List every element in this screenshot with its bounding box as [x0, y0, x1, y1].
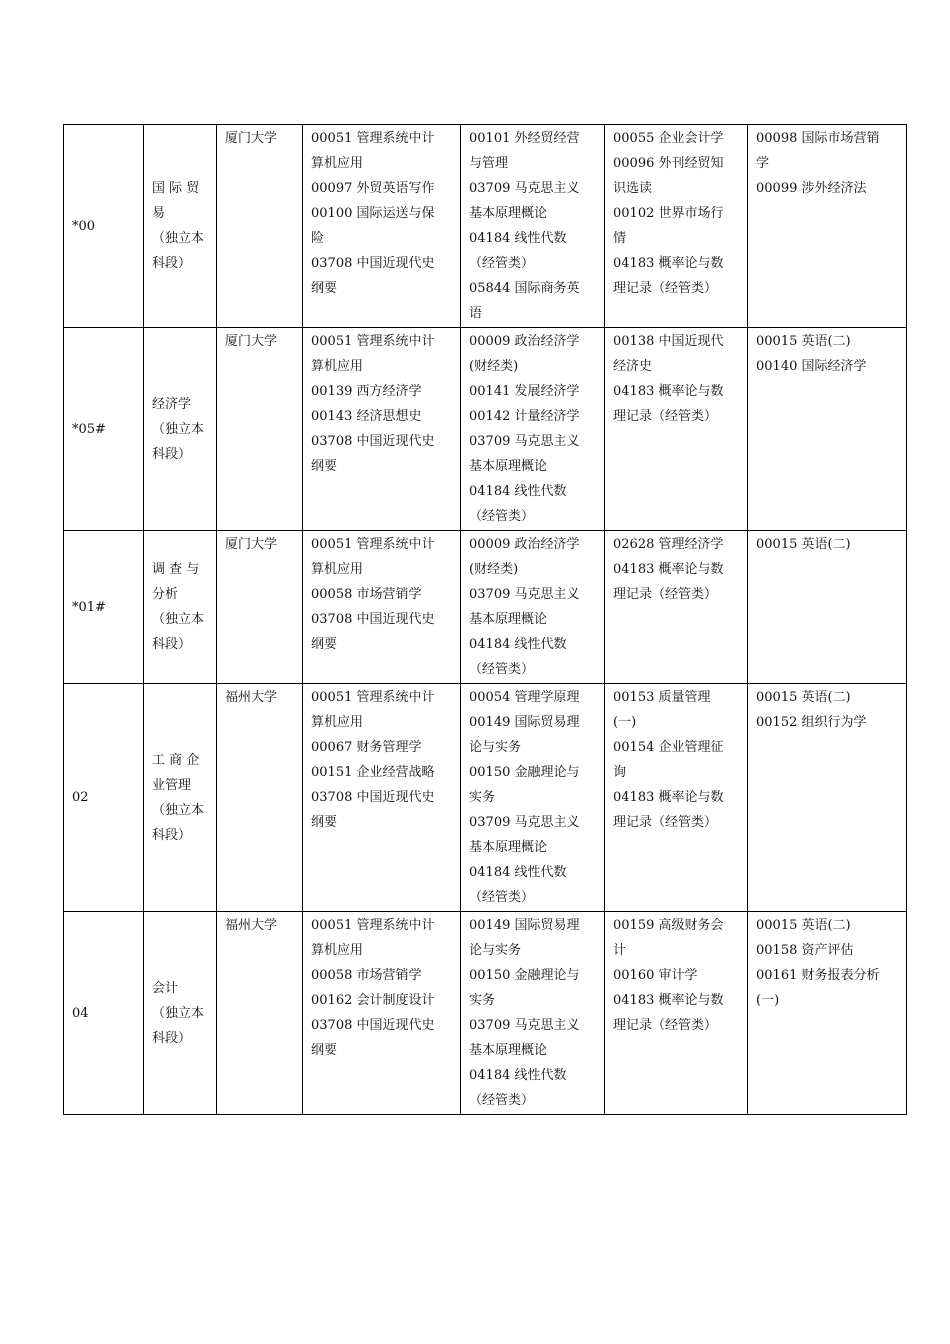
cell-line: 纲要 — [311, 1043, 338, 1058]
cell-line: 00015 英语(二) — [756, 537, 851, 552]
major-name-cell — [144, 531, 217, 684]
school-cell — [217, 531, 303, 684]
cell-line: 00054 管理学原理 — [469, 690, 580, 705]
cell-text: *05# — [72, 421, 106, 437]
cell-line: 00051 管理系统中计 — [311, 537, 435, 552]
cell-line: 00149 国际贸易理 — [469, 918, 580, 933]
cell-line: 业管理 — [152, 777, 192, 793]
cell-line: 00161 财务报表分析 — [756, 968, 880, 983]
cell-line: 00051 管理系统中计 — [311, 334, 435, 349]
courses-cell-1 — [303, 684, 461, 912]
major-code-cell — [64, 125, 144, 328]
cell-line: 00140 国际经济学 — [756, 359, 867, 374]
table-row — [64, 684, 907, 912]
cell-line: 03709 马克思主义 — [469, 1018, 580, 1033]
table-row — [64, 912, 907, 1115]
cell-text: 福州大学 — [225, 690, 278, 705]
cell-line: 00158 资产评估 — [756, 943, 854, 958]
cell-line: 算机应用 — [311, 562, 364, 577]
cell-line: 02628 管理经济学 — [613, 537, 724, 552]
school-cell — [217, 912, 303, 1115]
cell-line: 00101 外经贸经营 — [469, 131, 580, 146]
cell-line: 00150 金融理论与 — [469, 968, 580, 983]
courses-cell-3 — [605, 328, 748, 531]
cell-line: （经管类） — [469, 890, 535, 905]
cell-line: 实务 — [469, 993, 496, 1008]
cell-line: 03709 马克思主义 — [469, 815, 580, 830]
cell-line: （经管类） — [469, 662, 535, 677]
cell-line: 基本原理概论 — [469, 612, 548, 627]
cell-line: 工 商 企 — [152, 752, 200, 768]
cell-line: 00096 外刊经贸知 — [613, 156, 724, 171]
cell-line: 计 — [613, 943, 627, 958]
cell-line: 算机应用 — [311, 359, 364, 374]
cell-text: 厦门大学 — [225, 537, 278, 552]
major-code-cell — [64, 328, 144, 531]
table-row — [64, 328, 907, 531]
table-row — [64, 125, 907, 328]
cell-line: 00142 计量经济学 — [469, 409, 580, 424]
courses-cell-1 — [303, 531, 461, 684]
school-cell — [217, 125, 303, 328]
cell-line: 理记录（经管类） — [613, 587, 718, 602]
cell-line: 04183 概率论与数 — [613, 256, 724, 271]
cell-line: 05844 国际商务英 — [469, 281, 580, 296]
cell-line: 理记录（经管类） — [613, 815, 718, 830]
courses-cell-4 — [748, 684, 907, 912]
table-body — [64, 125, 907, 1115]
cell-line: 03708 中国近现代史 — [311, 1018, 435, 1033]
cell-line: 03708 中国近现代史 — [311, 256, 435, 271]
courses-cell-2 — [461, 684, 605, 912]
cell-line: （经管类） — [469, 509, 535, 524]
cell-text: *01# — [72, 599, 106, 615]
cell-line: 算机应用 — [311, 943, 364, 958]
courses-cell-1 — [303, 328, 461, 531]
cell-line: （独立本 — [152, 802, 205, 818]
major-name-cell — [144, 912, 217, 1115]
cell-line: 03709 马克思主义 — [469, 587, 580, 602]
major-name-cell — [144, 125, 217, 328]
cell-line: (一) — [756, 993, 780, 1008]
cell-line: 科段） — [152, 637, 192, 652]
cell-text: *00 — [72, 218, 96, 234]
cell-line: 00051 管理系统中计 — [311, 131, 435, 146]
cell-line: 理记录（经管类） — [613, 409, 718, 424]
cell-line: 04184 线性代数 — [469, 1068, 567, 1083]
cell-line: 基本原理概论 — [469, 206, 548, 221]
cell-line: 04184 线性代数 — [469, 231, 567, 246]
cell-line: 00149 国际贸易理 — [469, 715, 580, 730]
cell-line: 04183 概率论与数 — [613, 562, 724, 577]
cell-line: 经济史 — [613, 359, 653, 374]
cell-line: 论与实务 — [469, 943, 522, 958]
major-name-cell — [144, 684, 217, 912]
cell-line: 实务 — [469, 790, 496, 805]
cell-line: 00009 政治经济学 — [469, 537, 580, 552]
cell-line: 00067 财务管理学 — [311, 740, 422, 755]
cell-line: 纲要 — [311, 459, 338, 474]
cell-line: 00102 世界市场行 — [613, 206, 724, 221]
cell-line: 04183 概率论与数 — [613, 993, 724, 1008]
courses-cell-1 — [303, 912, 461, 1115]
cell-line: 04183 概率论与数 — [613, 790, 724, 805]
cell-line: 00097 外贸英语写作 — [311, 181, 435, 196]
courses-cell-4 — [748, 125, 907, 328]
cell-line: 情 — [613, 231, 627, 246]
cell-line: 00141 发展经济学 — [469, 384, 580, 399]
courses-cell-3 — [605, 531, 748, 684]
cell-text: 04 — [72, 1005, 89, 1021]
cell-line: 00055 企业会计学 — [613, 131, 724, 146]
exam-schedule-table — [63, 124, 907, 1115]
cell-line: 00153 质量管理 — [613, 690, 711, 705]
cell-line: 04184 线性代数 — [469, 637, 567, 652]
cell-line: 04184 线性代数 — [469, 484, 567, 499]
courses-cell-4 — [748, 531, 907, 684]
cell-line: 纲要 — [311, 637, 338, 652]
courses-cell-1 — [303, 125, 461, 328]
cell-line: 纲要 — [311, 281, 338, 296]
cell-line: 00151 企业经营战略 — [311, 765, 435, 780]
cell-line: 算机应用 — [311, 715, 364, 730]
cell-text: 福州大学 — [225, 918, 278, 933]
cell-line: 易 — [152, 206, 166, 221]
major-code-cell — [64, 912, 144, 1115]
courses-cell-2 — [461, 531, 605, 684]
cell-line: (财经类) — [469, 562, 519, 577]
cell-line: 基本原理概论 — [469, 840, 548, 855]
cell-line: （独立本 — [152, 421, 205, 437]
cell-line: 03708 中国近现代史 — [311, 612, 435, 627]
cell-line: 03709 马克思主义 — [469, 434, 580, 449]
cell-line: 纲要 — [311, 815, 338, 830]
cell-line: 基本原理概论 — [469, 459, 548, 474]
cell-line: 与管理 — [469, 156, 509, 171]
cell-line: 00159 高级财务会 — [613, 918, 724, 933]
cell-line: 经济学 — [152, 396, 192, 412]
cell-text: 厦门大学 — [225, 131, 278, 146]
school-cell — [217, 684, 303, 912]
cell-line: 科段） — [152, 1030, 192, 1046]
cell-line: 基本原理概论 — [469, 1043, 548, 1058]
cell-line: 00058 市场营销学 — [311, 968, 422, 983]
major-code-cell — [64, 531, 144, 684]
cell-line: (财经类) — [469, 359, 519, 374]
cell-line: 算机应用 — [311, 156, 364, 171]
courses-cell-2 — [461, 125, 605, 328]
cell-line: 03708 中国近现代史 — [311, 790, 435, 805]
cell-line: 00100 国际运送与保 — [311, 206, 435, 221]
cell-line: 04183 概率论与数 — [613, 384, 724, 399]
courses-cell-3 — [605, 684, 748, 912]
cell-line: 00150 金融理论与 — [469, 765, 580, 780]
cell-line: 00009 政治经济学 — [469, 334, 580, 349]
cell-line: 询 — [613, 765, 627, 780]
cell-line: 国 际 贸 — [152, 181, 200, 196]
cell-line: 险 — [311, 231, 325, 246]
cell-line: （经管类） — [469, 256, 535, 271]
cell-line: 00160 审计学 — [613, 968, 698, 983]
cell-line: 00099 涉外经济法 — [756, 181, 867, 196]
cell-line: 00139 西方经济学 — [311, 384, 422, 399]
courses-cell-3 — [605, 912, 748, 1115]
cell-line: （独立本 — [152, 612, 205, 627]
courses-cell-2 — [461, 328, 605, 531]
cell-line: 分析 — [152, 587, 179, 602]
cell-line: 00154 企业管理征 — [613, 740, 724, 755]
cell-line: 学 — [756, 156, 770, 171]
cell-text: 02 — [72, 790, 89, 805]
cell-line: （独立本 — [152, 231, 205, 246]
cell-line: 理记录（经管类） — [613, 281, 718, 296]
cell-line: 科段） — [152, 827, 192, 843]
cell-line: 语 — [469, 306, 483, 321]
cell-line: 识选读 — [613, 181, 653, 196]
cell-line: 00058 市场营销学 — [311, 587, 422, 602]
courses-cell-4 — [748, 328, 907, 531]
courses-cell-3 — [605, 125, 748, 328]
cell-line: 00098 国际市场营销 — [756, 131, 880, 146]
cell-line: (一) — [613, 715, 637, 730]
cell-line: 调 查 与 — [152, 562, 200, 577]
cell-line: 00051 管理系统中计 — [311, 690, 435, 705]
cell-line: 理记录（经管类） — [613, 1018, 718, 1033]
cell-line: 00051 管理系统中计 — [311, 918, 435, 933]
cell-line: 科段） — [152, 256, 192, 271]
cell-line: 00162 会计制度设计 — [311, 993, 435, 1008]
cell-text: 厦门大学 — [225, 334, 278, 349]
cell-line: 00015 英语(二) — [756, 918, 851, 933]
cell-line: 00152 组织行为学 — [756, 715, 867, 730]
cell-line: （独立本 — [152, 1005, 205, 1021]
major-code-cell — [64, 684, 144, 912]
courses-cell-2 — [461, 912, 605, 1115]
cell-line: 会计 — [152, 980, 179, 996]
cell-line: 03709 马克思主义 — [469, 181, 580, 196]
cell-line: 科段） — [152, 446, 192, 462]
cell-line: 论与实务 — [469, 740, 522, 755]
cell-line: 04184 线性代数 — [469, 865, 567, 880]
major-name-cell — [144, 328, 217, 531]
cell-line: （经管类） — [469, 1093, 535, 1108]
cell-line: 00143 经济思想史 — [311, 409, 422, 424]
cell-line: 00015 英语(二) — [756, 334, 851, 349]
school-cell — [217, 328, 303, 531]
cell-line: 00138 中国近现代 — [613, 334, 724, 349]
cell-line: 00015 英语(二) — [756, 690, 851, 705]
cell-line: 03708 中国近现代史 — [311, 434, 435, 449]
table-row — [64, 531, 907, 684]
courses-cell-4 — [748, 912, 907, 1115]
